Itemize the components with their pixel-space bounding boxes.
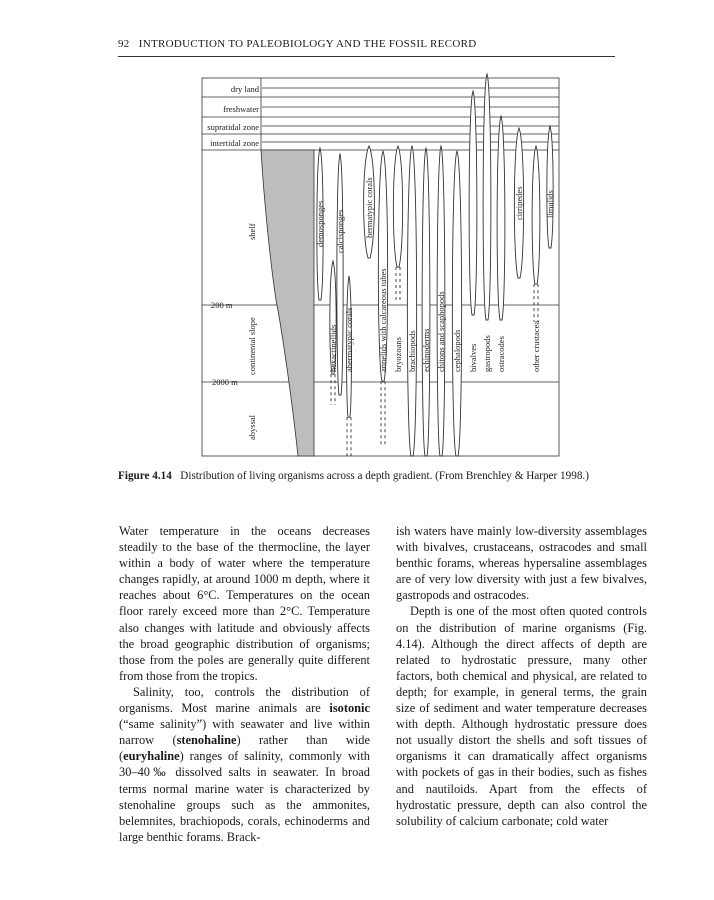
taxon-label-12: gastropods bbox=[482, 335, 492, 372]
depth-label-2000m: 2000 m bbox=[212, 377, 238, 387]
side-label-2: abyssal bbox=[247, 414, 257, 440]
taxa-range-bars bbox=[317, 74, 553, 456]
zone-label-2: supratidal zone bbox=[207, 122, 259, 132]
taxon-label-9: chitons and scaphopods bbox=[436, 291, 446, 372]
taxon-label-1: hexactinellids bbox=[328, 324, 338, 372]
taxon-bar-13 bbox=[497, 116, 505, 320]
figure-caption bbox=[118, 469, 618, 484]
paragraph: Salinity, too, controls the distribution of organisms. Most marine animals are isotonic (“same salinity”) with seawater and live within narrow (stenohaline) rather than wide (euryhaline) ranges of salinity, commonly with 30–40‰ dissolved salts in seawater. In broad terms normal marine water is characterized by stenohaline groups such as the ammonites, belemnites, brachiopods, corals, echinoderms and large benthic forams. Brack- bbox=[119, 684, 370, 844]
paragraph: ish waters have mainly low-diversity assemblages with bivalves, crustaceans, ostracodes and small benthic forams, whereas hypersaline assemblages are of very low diversity with just a few bivalves, gastropods and ostracodes. bbox=[396, 524, 647, 603]
zone-label-0: dry land bbox=[230, 84, 259, 94]
taxon-bar-14 bbox=[532, 146, 540, 284]
taxon-bar-6 bbox=[393, 146, 402, 267]
zone-label-1: freshwater bbox=[223, 104, 259, 114]
paragraph: Depth is one of the most often quoted controls on the distribution of marine organisms (Fig. 4.14). Although the direct affects of depth are related to hydrostatic pressure, many other factors, both chemical and physical, are related to depth; for example, in general terms, the grain size of sediment and water temperature decreases with depth. Although hydrostatic pressure does not usually distort the shells and soft tissues of organisms it can dramatically affect organisms with pockets of gas in their bodies, such as fishes and nautiloids. Apart from the effects of hydrostatic pressure, depth can also control the solubility of calcium carbonate; cold water bbox=[396, 604, 647, 828]
side-label-1: continental slope bbox=[247, 317, 257, 375]
running-title: INTRODUCTION TO PALEOBIOLOGY AND THE FOSSIL RECORD bbox=[138, 38, 477, 50]
zone-label-3: intertidal zone bbox=[210, 138, 259, 148]
page-number: 92 bbox=[118, 38, 130, 50]
body-column-left bbox=[119, 523, 370, 845]
taxon-label-3: ahermatypic corals bbox=[344, 307, 354, 372]
side-label-0: shelf bbox=[247, 223, 257, 240]
taxon-bar-11 bbox=[469, 91, 477, 315]
taxon-label-5: annelids with calcareous tubes bbox=[378, 268, 388, 372]
depth-label-200m: 200 m bbox=[211, 300, 233, 310]
taxon-bar-7 bbox=[407, 146, 416, 456]
taxon-label-8: echinoderms bbox=[421, 328, 431, 372]
taxon-label-4: hermatypic corals bbox=[364, 177, 374, 238]
seafloor-profile bbox=[261, 150, 314, 456]
taxon-label-14: other crustacea bbox=[531, 320, 541, 372]
taxon-label-2: calcisponges bbox=[335, 209, 345, 253]
caption-text: Distribution of living organisms across a depth gradient. (From Brenchley & Harper 1998.) bbox=[180, 470, 589, 482]
taxon-label-7: brachiopods bbox=[407, 330, 417, 372]
taxon-bar-10 bbox=[452, 151, 461, 456]
taxon-label-16: limulids bbox=[545, 190, 555, 218]
taxon-label-13: ostracodes bbox=[496, 336, 506, 372]
paragraph: Water temperature in the oceans decreases steadily to the base of the thermocline, the layer within a body of water where the temperature changes rapidly, at around 1000 m depth, where it reaches about 6°C. Temperatures on the ocean floor rarely exceed more than 2°C. Temperature also changes with latitude and obviously affects the broad geographic distribution of organisms; those from the poles are generally quite different from those from the tropics. bbox=[119, 524, 370, 683]
taxon-bar-8 bbox=[422, 148, 430, 456]
caption-label: Figure 4.14 bbox=[118, 470, 172, 482]
taxon-label-0: demosponges bbox=[315, 200, 325, 247]
taxon-label-10: cephalopods bbox=[452, 329, 462, 372]
taxon-bar-16 bbox=[547, 126, 553, 248]
taxon-label-15: cirripedes bbox=[514, 186, 524, 220]
taxon-label-11: bivalves bbox=[468, 343, 478, 372]
taxon-bar-12 bbox=[483, 74, 491, 320]
body-column-right bbox=[396, 523, 647, 829]
taxon-label-6: bryozoans bbox=[393, 337, 403, 372]
